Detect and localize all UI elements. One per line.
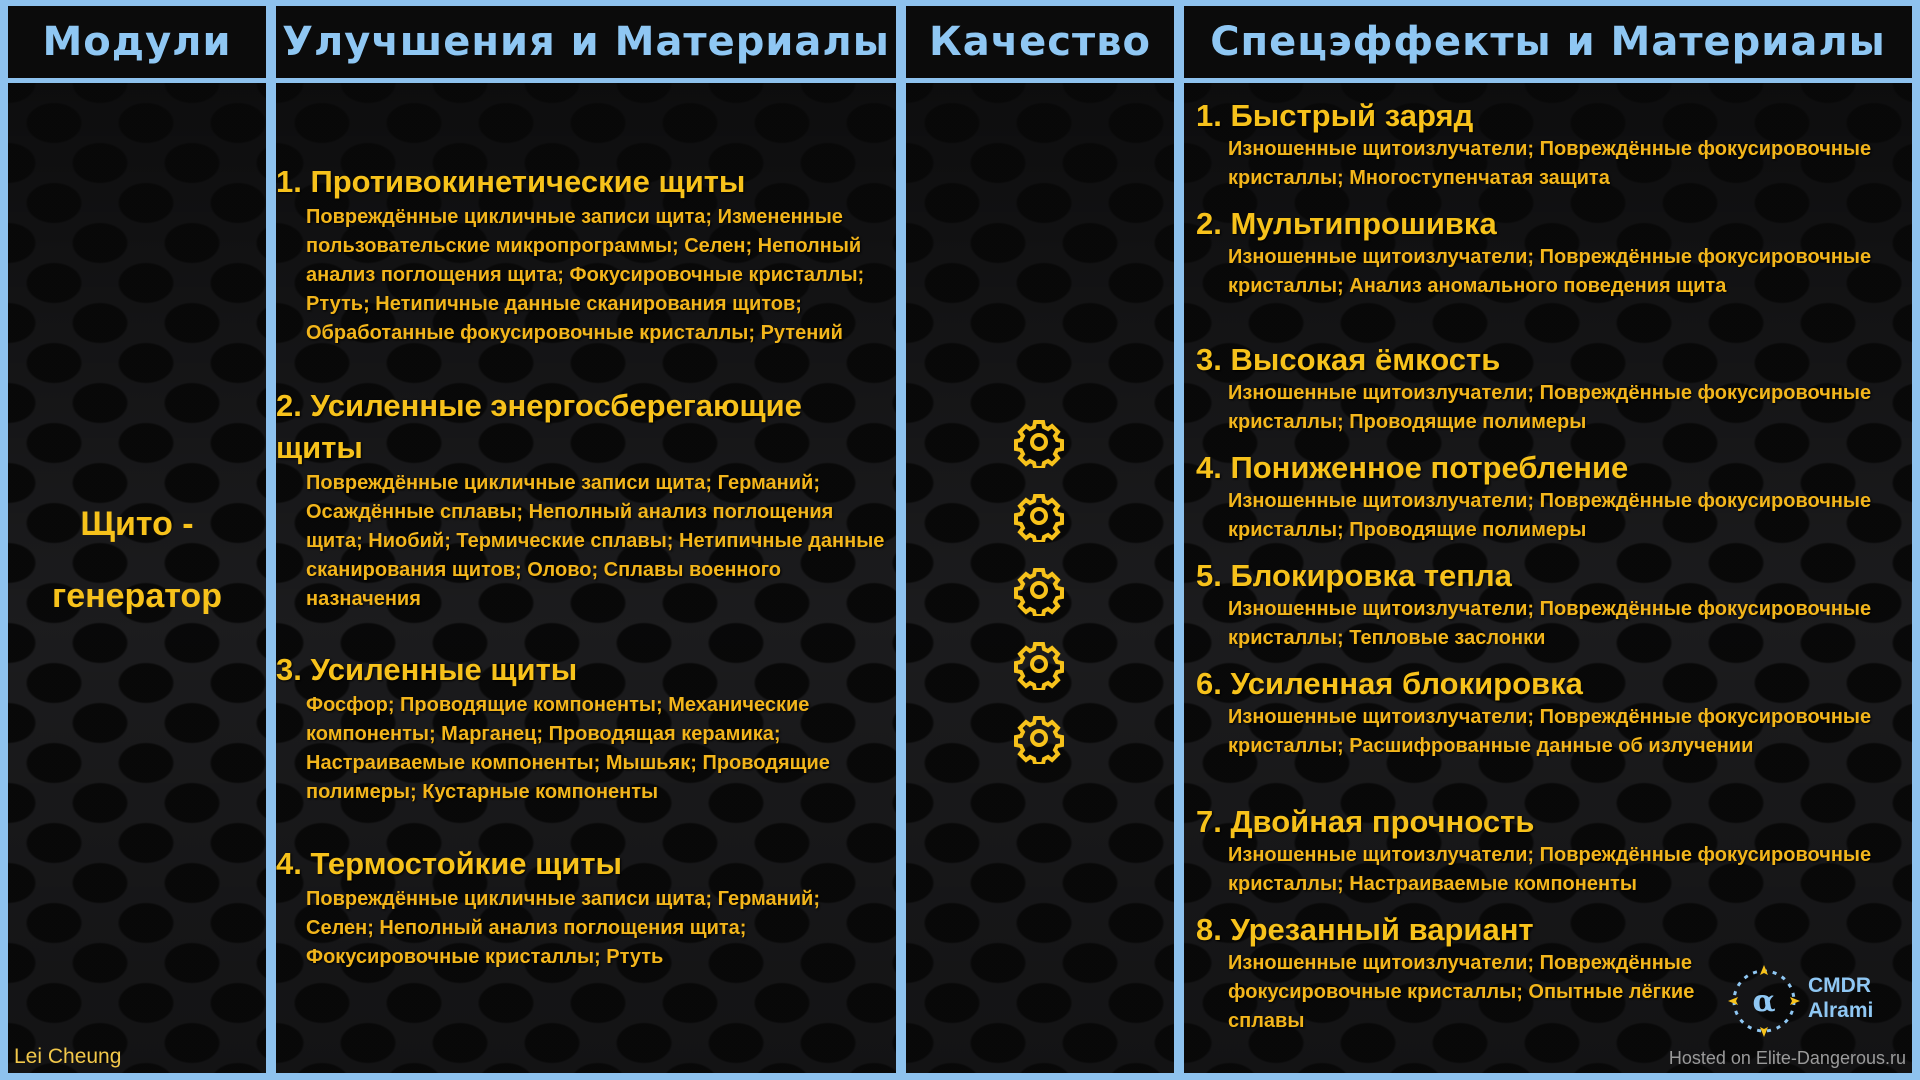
upgrade-item [276,161,896,348]
upgrade-item [276,843,896,972]
effect-materials: Изношенные щитоизлучатели; Повреждённые фокусировочные кристаллы; Настраиваемые компоненты [1228,844,1872,895]
header-effects [1184,6,1912,78]
upgrade-title: 3. Усиленные щиты [276,652,578,687]
gear-icon [1013,416,1065,468]
header-upgrades [276,6,896,78]
module-column [8,83,266,1073]
effect-title: 1. Быстрый заряд [1196,98,1474,133]
effect-materials: Изношенные щитоизлучатели; Повреждённые фокусировочные кристаллы; Проводящие полимеры [1228,490,1872,541]
effect-title: 5. Блокировка тепла [1196,558,1512,593]
upgrade-title: 4. Термостойкие щиты [276,846,622,881]
header-quality [906,6,1174,78]
effect-item [1196,911,1736,1036]
header-effects-label: Спецэффекты и Материалы [1210,19,1886,65]
effect-item [1196,665,1896,761]
effect-title: 3. Высокая ёмкость [1196,342,1501,377]
header-modules [8,6,266,78]
quality-column [906,83,1174,1073]
header-modules-label: Модули [42,19,232,65]
upgrade-title: 2. Усиленные энергосберегающие щиты [276,388,802,465]
upgrade-item [276,385,896,614]
star-ring-icon [1724,961,1804,1041]
effect-title: 6. Усиленная блокировка [1196,666,1583,701]
logo-text [1808,973,1873,1023]
effect-item [1196,205,1896,301]
module-name-line2: генератор [52,577,222,615]
module-name-line1: Щито - [80,505,194,543]
effect-materials: Изношенные щитоизлучатели; Повреждённые фокусировочные кристаллы; Расшифрованные данные об излучении [1228,706,1872,757]
author-credit: Lei Cheung [14,1045,122,1068]
module-name [8,488,266,632]
hosted-credit: Hosted on Elite-Dangerous.ru [1668,1048,1906,1068]
effect-materials: Изношенные щитоизлучатели; Повреждённые фокусировочные кристаллы; Тепловые заслонки [1228,598,1872,649]
effect-materials: Изношенные щитоизлучатели; Повреждённые фокусировочные кристаллы; Многоступенчатая защита [1228,138,1872,189]
effect-materials: Изношенные щитоизлучатели; Повреждённые фокусировочные кристаллы; Опытные лёгкие сплавы [1228,952,1695,1032]
effect-materials: Изношенные щитоизлучатели; Повреждённые фокусировочные кристаллы; Анализ аномального поведения щита [1228,246,1872,297]
logo-symbol: α [1752,984,1776,1019]
gear-icon [1013,638,1065,690]
logo-line2: Alrami [1808,999,1874,1022]
effect-item [1196,557,1896,653]
logo-line1: CMDR [1808,974,1871,997]
effect-title: 7. Двойная прочность [1196,804,1535,839]
upgrade-materials: Повреждённые цикличные записи щита; Германий; Осаждённые сплавы; Неполный анализ поглощения щита; Ниобий; Термические сплавы; Нетипичные данные сканирования щитов; Олово; Сплавы военного назначения [306,472,885,610]
upgrade-title: 1. Противокинетические щиты [276,164,746,199]
effect-item [1196,803,1896,899]
header-upgrades-label: Улучшения и Материалы [282,19,890,65]
effect-materials: Изношенные щитоизлучатели; Повреждённые фокусировочные кристаллы; Проводящие полимеры [1228,382,1872,433]
upgrade-materials: Повреждённые цикличные записи щита; Германий; Селен; Неполный анализ поглощения щита; Фокусировочные кристаллы; Ртуть [306,888,821,968]
effect-title: 8. Урезанный вариант [1196,912,1534,947]
effect-item [1196,449,1896,545]
gear-icon [1013,564,1065,616]
effect-item [1196,341,1896,437]
gear-icon [1013,712,1065,764]
upgrades-column [276,83,896,1073]
upgrade-materials: Повреждённые цикличные записи щита; Измененные пользовательские микропрограммы; Селен; Неполный анализ поглощения щита; Фокусировочные кристаллы; Ртуть; Нетипичные данные сканирования щитов; Обработанные фокусировочные кристаллы; Рутений [306,206,865,344]
gear-icon [1013,490,1065,542]
header-quality-label: Качество [929,19,1151,65]
upgrade-materials: Фосфор; Проводящие компоненты; Механические компоненты; Марганец; Проводящая керамика; Настраиваемые компоненты; Мышьяк; Проводящие полимеры; Кустарные компоненты [306,694,830,803]
effect-title: 4. Пониженное потребление [1196,450,1629,485]
cmdr-logo [1724,961,1894,1041]
upgrade-item [276,649,896,807]
effects-column [1184,83,1912,1073]
effect-item [1196,97,1896,193]
effect-title: 2. Мультипрошивка [1196,206,1497,241]
